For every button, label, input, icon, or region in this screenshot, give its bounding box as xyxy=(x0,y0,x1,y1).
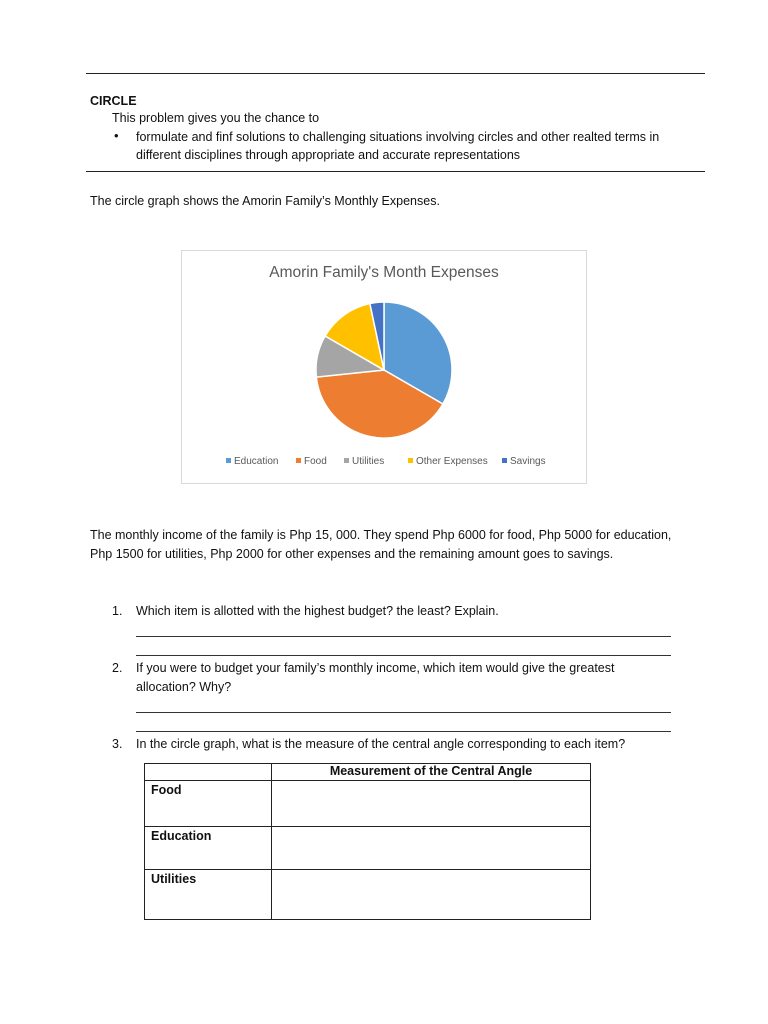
question-2-number: 2. xyxy=(112,661,123,675)
question-1-number: 1. xyxy=(112,604,123,618)
question-2-text-line1: If you were to budget your family’s monthly income, which item would give the greatest xyxy=(136,661,615,675)
chart-intro-sentence: The circle graph shows the Amorin Family’s Monthly Expenses. xyxy=(90,194,440,208)
legend-swatch xyxy=(344,458,349,463)
table-header-cell: Measurement of the Central Angle xyxy=(272,764,591,781)
bullet-text-line1: formulate and finf solutions to challenging situations involving circles and other realted terms in xyxy=(136,130,660,144)
legend-swatch xyxy=(296,458,301,463)
table-row xyxy=(145,870,591,920)
legend-label: Education xyxy=(234,456,279,467)
row-label-food: Food xyxy=(145,781,272,827)
question-3-number: 3. xyxy=(112,737,123,751)
answer-line[interactable] xyxy=(136,655,671,656)
question-1-text: Which item is allotted with the highest budget? the least? Explain. xyxy=(136,604,499,618)
table-row xyxy=(145,827,591,870)
answer-line[interactable] xyxy=(136,636,671,637)
legend-swatch xyxy=(408,458,413,463)
answer-cell[interactable] xyxy=(272,781,591,827)
header-rule xyxy=(86,171,705,172)
top-rule xyxy=(86,73,705,74)
table-header-empty-cell xyxy=(145,764,272,781)
income-paragraph-line2: Php 1500 for utilities, Php 2000 for other expenses and the remaining amount goes to savings. xyxy=(90,547,614,561)
legend-label: Food xyxy=(304,456,327,467)
section-title: CIRCLE xyxy=(90,94,137,108)
legend-label: Utilities xyxy=(352,456,385,467)
legend-label: Other Expenses xyxy=(416,456,488,467)
chart-title: Amorin Family's Month Expenses xyxy=(269,264,499,281)
answer-cell[interactable] xyxy=(272,870,591,920)
income-paragraph-line1: The monthly income of the family is Php 15, 000. They spend Php 6000 for food, Php 5000 for education, xyxy=(90,528,672,542)
pie-chart xyxy=(181,250,587,484)
answer-cell[interactable] xyxy=(272,827,591,870)
row-label-utilities: Utilities xyxy=(145,870,272,920)
table-header-row xyxy=(145,764,591,781)
bullet-text-line2: different disciplines through appropriate and accurate representations xyxy=(136,148,521,162)
table-row xyxy=(145,781,591,827)
legend-swatch xyxy=(502,458,507,463)
legend-swatch xyxy=(226,458,231,463)
bullet-icon: • xyxy=(114,128,119,143)
question-2-text-line2: allocation? Why? xyxy=(136,680,232,694)
answer-line[interactable] xyxy=(136,731,671,732)
legend-label: Savings xyxy=(510,456,546,467)
pie-chart-svg xyxy=(182,251,586,483)
intro-text: This problem gives you the chance to xyxy=(112,111,320,125)
answer-line[interactable] xyxy=(136,712,671,713)
question-3-text: In the circle graph, what is the measure of the central angle corresponding to each item? xyxy=(136,737,626,751)
central-angle-table xyxy=(144,763,591,920)
row-label-education: Education xyxy=(145,827,272,870)
